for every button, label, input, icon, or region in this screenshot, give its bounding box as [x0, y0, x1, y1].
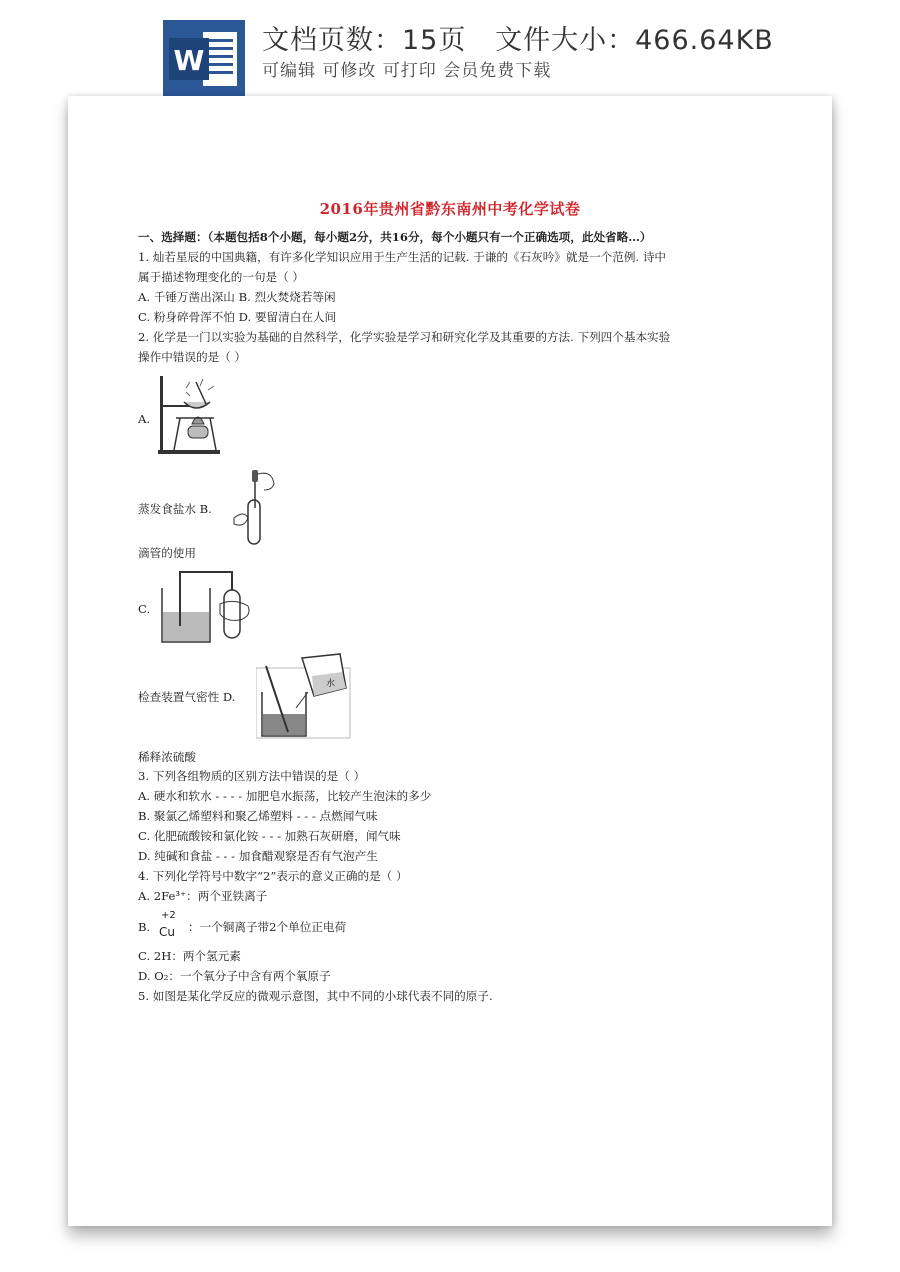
question-3-option-a: A. 硬水和软水 - - - - 加肥皂水振荡，比较产生泡沫的多少 [138, 789, 432, 803]
option-b-caption: 滴管的使用 [138, 546, 196, 560]
option-c-label: C. [138, 602, 151, 616]
question-3-option-d: D. 纯碱和食盐 - - - 加食醋观察是否有气泡产生 [138, 849, 378, 863]
option-a-caption-and-b-label: 蒸发食盐水 B. [138, 502, 212, 516]
dropper-usage-figure [228, 468, 278, 548]
evaporation-apparatus-figure [156, 374, 222, 456]
question-3-option-c: C. 化肥硫酸铵和氯化铵 - - - 加熟石灰研磨，闻气味 [138, 829, 401, 843]
question-4-option-d: D. O₂：一个氧分子中含有两个氧原子 [138, 969, 331, 983]
word-document-icon [163, 20, 245, 98]
document-title: 2016年贵州省黔东南州中考化学试卷 [319, 200, 581, 218]
question-1-line-2: 属于描述物理变化的一句是（ ） [138, 270, 304, 284]
airtightness-check-figure [158, 566, 258, 646]
question-1-options-cd: C. 粉身碎骨浑不怕 D. 要留清白在人间 [138, 310, 337, 324]
question-5-line: 5. 如图是某化学反应的微观示意图，其中不同的小球代表不同的原子. [138, 989, 493, 1003]
question-4-option-b-label: B. [138, 920, 151, 934]
option-d-caption: 稀释浓硫酸 [138, 750, 196, 764]
question-4-option-a: A. 2Fe³⁺：两个亚铁离子 [138, 889, 268, 903]
option-a-label: A. [138, 412, 151, 426]
section-heading: 一、选择题：（本题包括8个小题，每小题2分，共16分，每个小题只有一个正确选项，此处省略…） [138, 230, 652, 244]
diluting-acid-figure [256, 652, 352, 740]
copper-charge-superscript: +2 [161, 910, 176, 921]
file-size-label: 文件大小：466.64KB [495, 25, 774, 56]
copper-symbol: Cu [159, 925, 175, 939]
question-1-line-1: 1. 灿若星辰的中国典籍，有许多化学知识应用于生产生活的记载. 于谦的《石灰吟》就是一个范例. 诗中 [138, 250, 667, 264]
question-3-line: 3. 下列各组物质的区别方法中错误的是（ ） [138, 769, 366, 783]
question-4-option-b-text: ：一个铜离子带2个单位正电荷 [188, 920, 347, 934]
banner-features: 可编辑 可修改 可打印 会员免费下载 [262, 61, 552, 81]
question-4-option-c: C. 2H：两个氢元素 [138, 949, 241, 963]
question-1-options-ab: A. 千锤万凿出深山 B. 烈火焚烧若等闲 [138, 290, 336, 304]
svg-text:W: W [173, 44, 205, 77]
question-2-line-2: 操作中错误的是（ ） [138, 350, 247, 364]
header-banner [0, 0, 900, 96]
banner-stats [262, 18, 774, 57]
svg-text:水: 水 [326, 679, 336, 689]
page-count-label: 文档页数：15页 [262, 25, 467, 56]
option-c-caption-and-d-label: 检查装置气密性 D. [138, 690, 236, 704]
question-3-option-b: B. 聚氯乙烯塑料和聚乙烯塑料 - - - 点燃闻气味 [138, 809, 378, 823]
question-2-line-1: 2. 化学是一门以实验为基础的自然科学，化学实验是学习和研究化学及其重要的方法. 下列四个基本实验 [138, 330, 671, 344]
document-page [68, 96, 832, 1226]
question-4-line: 4. 下列化学符号中数字“2”表示的意义正确的是（ ） [138, 869, 408, 883]
